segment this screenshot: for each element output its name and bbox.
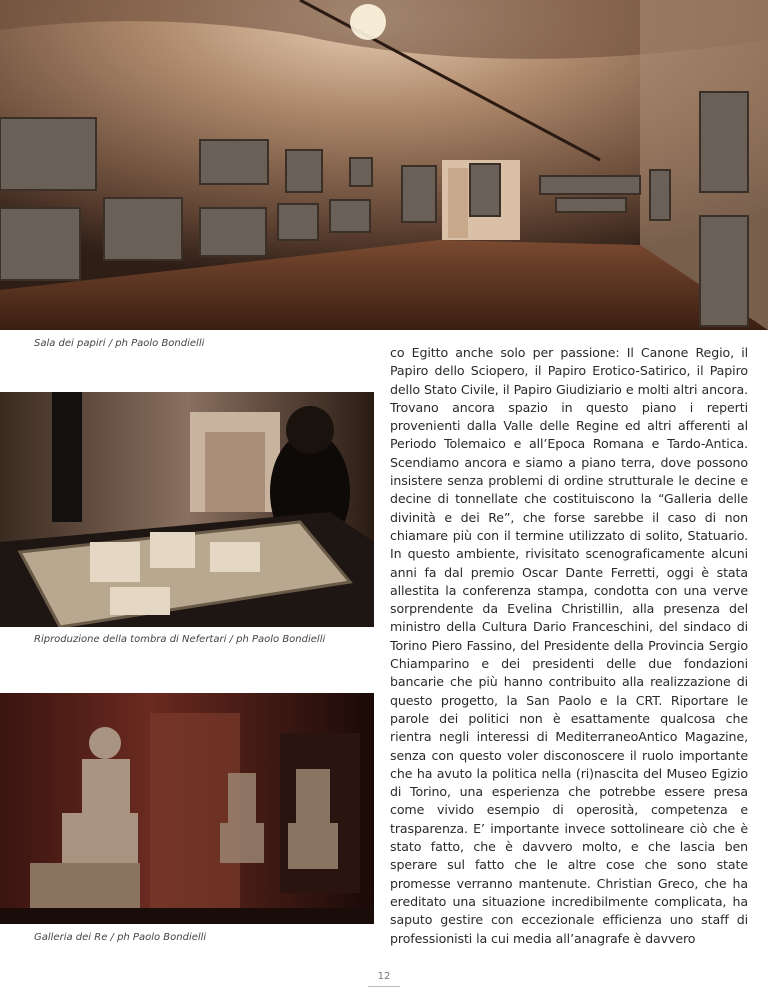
article-body-text: co Egitto anche solo per passione: Il Canone Regio, il Papiro dello Sciopero, il Papiro Erotico-Satirico, il Papiro dello Stato Civile, il Papiro Giudiziario e molti altri ancora. Trovano ancora spazio in questo piano i reperti provenienti dalla Valle delle Regine ed altri afferenti al Periodo Tolemaico e all’Epoca Romana e Tardo-Antica. Scendiamo ancora e siamo a piano terra, dove possono insistere senza problemi di ordine strutturale le decine e decine di tonnellate che costituiscono la “Galleria delle divinità e dei Re”, che forse sarebbe il caso di non chiamare più con il termine utilizzato di solito, Statuario. In questo ambiente, rivisitato scenograficamente alcuni anni fa dal premio Oscar Dante Ferretti, oggi è stata allestita la conferenza stampa, condotta con una verve sorprendente da Evelina Christillin, alla presenza del ministro della Cultura Dario Franceschini, del sindaco di Torino Piero Fassino, del Presidente della Provincia Sergio Chiamparino e dei presidenti delle due fondazioni bancarie che più hanno contribuito alla realizzazione di questo progetto, la San Paolo e la CRT. Riportare le parole dei politici non è esattamente qualcosa che rientra negli interessi di MediterraneoAntico Magazine, senza con questo voler disconoscere il ruolo importante che ha avuto la politica nella (ri)nascita del Museo Egizio di Torino, una esperienza che potrebbe essere presa come vivido esempio di operosità, competenza e trasparenza. E’ importante invece sottolineare ciò che è stato fatto, che è davvero molto, e che lascia ben sperare sul fatto che le altre cose che sono state promesse verranno mantenute. Christian Greco, che ha ereditato una situazione incredibilmente complicata, ha saputo gestire con eccezionale efficienza uno staff di professionisti la cui media all’anagrafe è davvero	[390, 345, 748, 946]
photo-caption-top: Sala dei papiri / ph Paolo Bondielli	[34, 338, 205, 349]
page-number: 12	[377, 971, 391, 982]
papyrus-hall-photo	[0, 0, 768, 330]
photo-caption-middle: Riproduzione della tombra di Nefertari / ph Paolo Bondielli	[34, 634, 326, 645]
page-number-rule	[368, 986, 400, 987]
photo-caption-bottom: Galleria dei Re / ph Paolo Bondielli	[34, 932, 207, 943]
nefertari-tomb-model-photo	[0, 392, 374, 627]
gallery-of-kings-photo	[0, 693, 374, 924]
